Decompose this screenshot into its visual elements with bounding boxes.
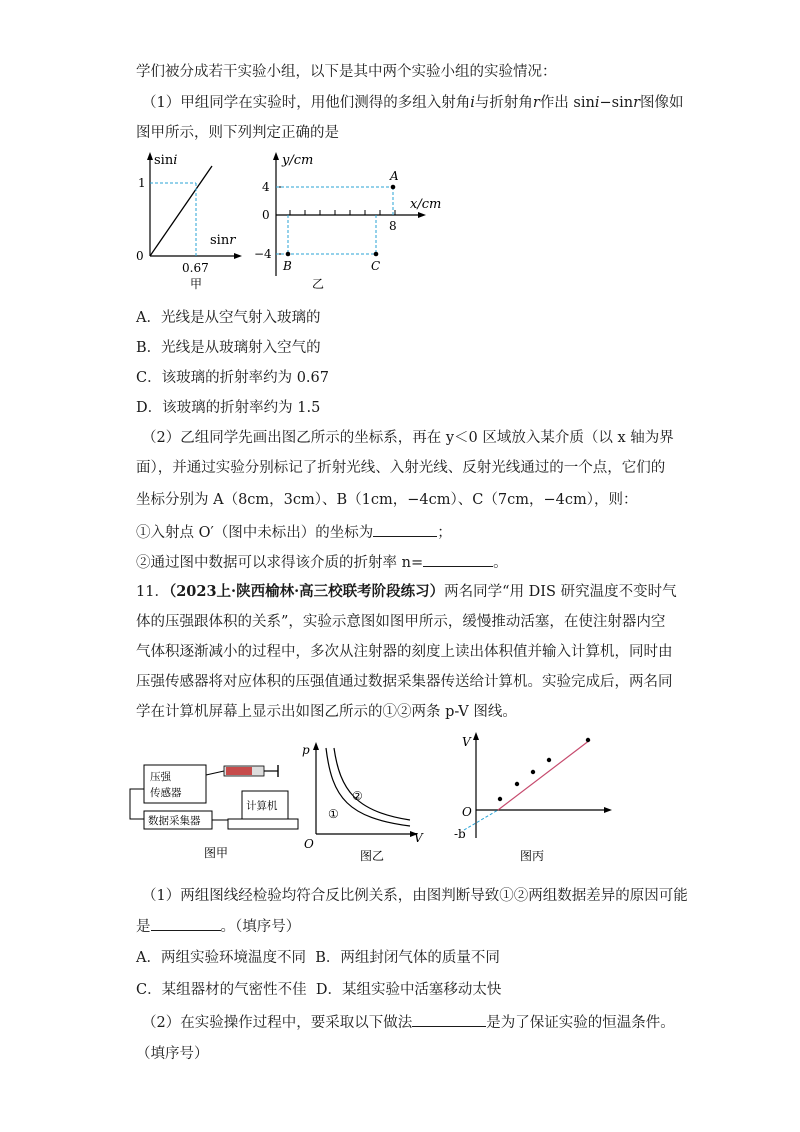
pv-y-label: p — [302, 743, 310, 757]
apparatus-caption: 图甲 — [204, 846, 229, 860]
yi-caption: 乙 — [312, 277, 325, 290]
figure-pv-curves — [298, 738, 428, 866]
curve-2-label: ② — [352, 789, 363, 803]
yi-tick-y-neg: −4 — [254, 247, 272, 261]
answer-blank-4[interactable] — [412, 1012, 486, 1027]
jia-tick-y: 1 — [138, 176, 146, 190]
q10-option-b: B．光线是从玻璃射入空气的 — [136, 340, 321, 356]
computer-label: 计算机 — [246, 800, 278, 812]
q10-option-d: D．该玻璃的折射率约为 1.5 — [136, 400, 321, 416]
q11-part2-line1: （2）在实验操作过程中，要采取以下做法 是为了保证实验的恒温条件。 — [142, 1012, 675, 1033]
figure-apparatus — [120, 735, 300, 865]
pv-x-label: V — [414, 831, 423, 845]
q10-part2-line1: （2）乙组同学先画出图乙所示的坐标系，再在 y＜0 区域放入某介质（以 x 轴为界 — [142, 430, 674, 446]
q10-option-a: A．光线是从空气射入玻璃的 — [136, 310, 321, 326]
yi-tick-y-zero: 0 — [262, 208, 270, 222]
jia-caption: 甲 — [190, 277, 203, 290]
q11-part1-line1: （1）两组图线经检验均符合反比例关系，由图判断导致①②两组数据差异的原因可能 — [142, 888, 688, 904]
fit-line — [498, 740, 590, 810]
q11-line3: 气体积逐渐减小的过程中，多次从注射器的刻度上读出体积值并输入计算机，同时由 — [136, 644, 673, 660]
figure-jia-sin-graph — [130, 150, 250, 290]
jia-origin: 0 — [136, 249, 144, 263]
answer-blank-2[interactable] — [423, 552, 493, 567]
q11-line2: 体的压强跟体积的关系”，实验示意图如图甲所示，缓慢推动活塞，在使注射器内空 — [136, 614, 666, 630]
sensor-label-2: 传感器 — [150, 787, 182, 799]
point-c-marker — [374, 252, 379, 257]
vline-intercept: -b — [454, 827, 466, 841]
yi-x-label: x/cm — [410, 197, 442, 212]
label-c: C — [371, 259, 381, 273]
q11-line1: 11．（2023上·陕西榆林·高三校联考阶段练习）两名同学“用 DIS 研究温度不变时气 — [136, 583, 677, 600]
computer-icon — [228, 791, 298, 829]
jia-x-label: sinr — [210, 233, 236, 248]
pv-caption: 图乙 — [360, 849, 385, 863]
q11-line4: 压强传感器将对应体积的压强值通过数据采集器传送给计算机。实验完成后，两名同 — [136, 674, 673, 690]
q11-part1-line2: 是 。（填序号） — [136, 916, 300, 937]
yi-tick-x: 8 — [389, 219, 397, 233]
pv-origin: O — [304, 837, 314, 851]
syringe-icon — [224, 765, 278, 777]
yi-tick-y-pos: 4 — [262, 180, 270, 194]
vline-origin: O — [462, 805, 472, 819]
q10-part1-line1: （1）甲组同学在实验时，用他们测得的多组入射角i与折射角r作出 sini−sinr图像如 — [142, 95, 684, 111]
q11-options-row1: A．两组实验环境温度不同 B．两组封闭气体的质量不同 — [136, 950, 500, 966]
curve-2 — [334, 748, 410, 820]
vline-caption: 图丙 — [520, 849, 545, 863]
label-a: A — [390, 169, 399, 183]
q10-part2-line3: 坐标分别为 A（8cm，3cm）、B（1cm，−4cm）、C（7cm，−4cm），则： — [136, 492, 638, 508]
figure-v-line — [440, 728, 620, 868]
q10-part2-sub1: ①入射点 O′（图中未标出）的坐标为 ； — [136, 522, 452, 543]
q11-line5: 学在计算机屏幕上显示出如图乙所示的①②两条 p-V 图线。 — [136, 704, 517, 720]
q10-part2-line2: 面），并通过实验分别标记了折射光线、入射光线、反射光线通过的一个点，它们的 — [136, 460, 666, 476]
yi-y-label: y/cm — [282, 153, 314, 168]
point-a-marker — [391, 185, 396, 190]
vline-y-label: V — [462, 735, 471, 749]
q10-option-c: C．该玻璃的折射率约为 0.67 — [136, 370, 329, 386]
answer-blank-1[interactable] — [373, 522, 437, 537]
label-b: B — [283, 259, 292, 273]
sensor-label-1: 压强 — [150, 771, 171, 783]
q11-options-row2: C．某组器材的气密性不佳 D．某组实验中活塞移动太快 — [136, 982, 502, 998]
jia-tick-x: 0.67 — [182, 261, 209, 275]
curve-1-label: ① — [328, 807, 339, 821]
q11-part2-line2: （填序号） — [136, 1046, 209, 1062]
figure-yi-coordinate — [250, 150, 450, 290]
q10-part2-sub2: ②通过图中数据可以求得该介质的折射率 n= 。 — [136, 552, 508, 573]
collector-label: 数据采集器 — [148, 815, 201, 827]
answer-blank-3[interactable] — [151, 916, 221, 931]
q10-part1-line2: 图甲所示，则下列判定正确的是 — [136, 125, 339, 141]
point-b-marker — [286, 252, 291, 257]
jia-y-label: sini — [154, 153, 178, 168]
intro-text: 学们被分成若干实验小组，以下是其中两个实验小组的实验情况： — [136, 64, 557, 80]
